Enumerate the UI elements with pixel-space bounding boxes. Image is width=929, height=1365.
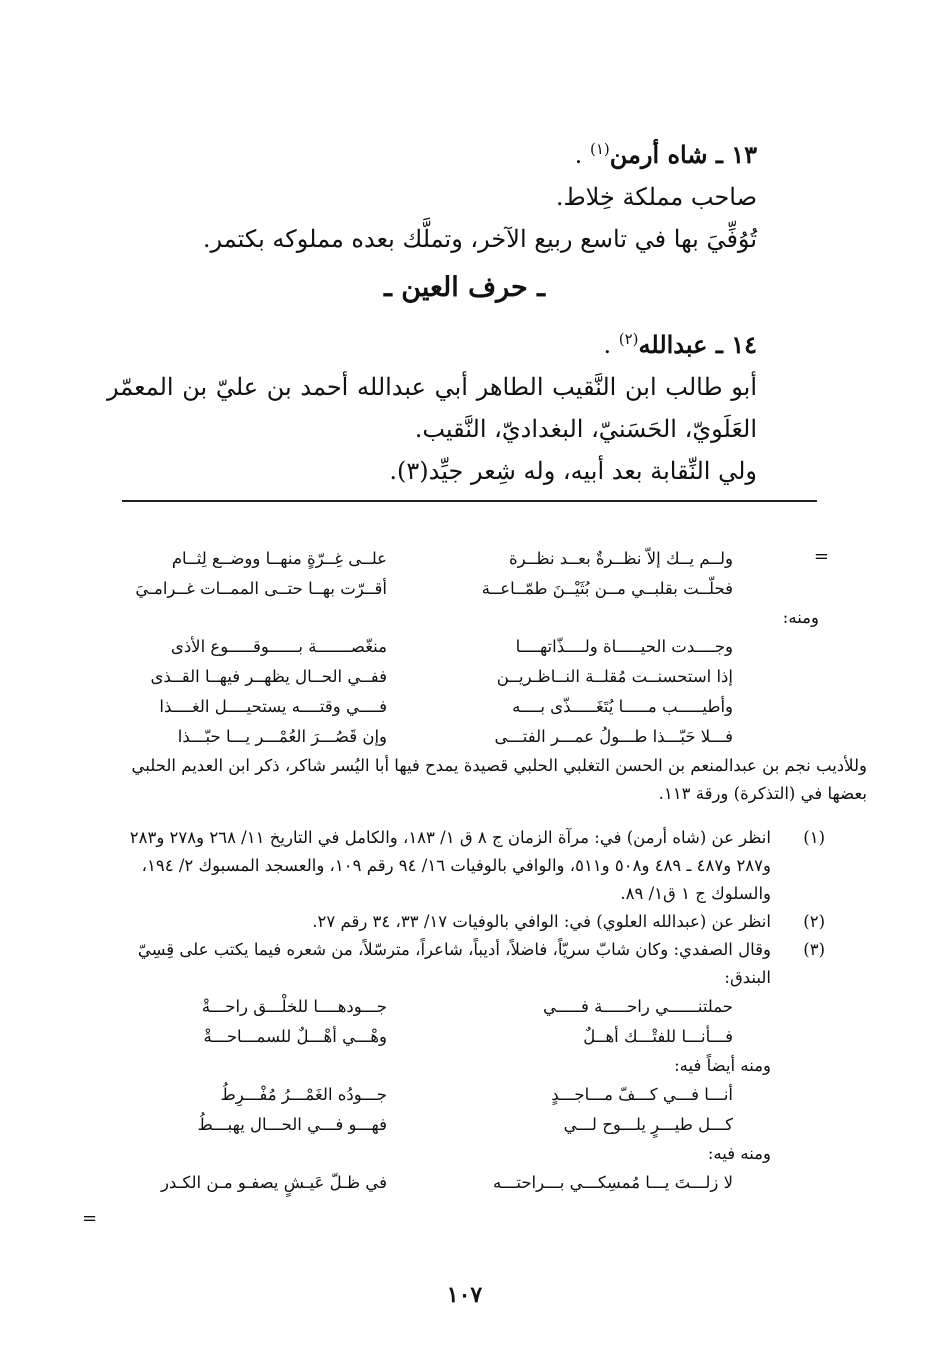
verse-second-hemistich: جـــودهــــا للخلْـــق راحـــةْ [201, 997, 387, 1016]
page-number: ١٠٧ [446, 1282, 483, 1308]
continuation-mark-bottom: = [82, 1208, 98, 1229]
verse-second-hemistich: أقــرّت بهــا حتــى الممــات غــرامـيَ [135, 579, 387, 598]
footnote-3-number: (٣) [803, 940, 825, 959]
verse-second-hemistich: فهـــو فـــي الحـــال يهبـــطُ [197, 1115, 387, 1134]
verse-row [105, 544, 819, 574]
footnote-3-verses [105, 992, 819, 1198]
verse-second-hemistich: فــــي وقتــــه يستحيــــل الغــــذا [159, 697, 387, 716]
verse-first-hemistich: وأطيـــــب مـــــا يُتَغَـــــذّى بــــه [512, 697, 733, 716]
verse-connector: ومنه أيضاً فيه: [674, 1056, 771, 1075]
footnote-1-number: (١) [803, 828, 825, 847]
entry-14-heading [107, 318, 817, 366]
footnote-1-text: انظر عن (شاه أرمن) في: مرآة الزمان ج ٨ ق ١/ ١٨٣، والكامل في التاريخ ١١/ ٢٦٨ و٢٧٨ و٢٨٣ و٢٨٧ و٤٨٧ ـ ٤٨٩ و٥٠٨ و٥١١، والوافي بالوفيات ١٦/ ٩٤ رقم ١٠٩، والعسجد المسبوك ٢/ ١٩٤، والسلوك ج ١ ق١/ ٨٩. [129, 828, 771, 903]
footnote-2-number: (٢) [803, 912, 825, 931]
footnote-3 [105, 936, 825, 992]
entry-13-footnote-ref: (١) [589, 140, 610, 158]
verse-connector: ومنه: [782, 608, 819, 627]
entry-14-line-1: أبو طالب ابن النَّقيب الطاهر أبي عبدالله أحمد بن عليّ بن المعمّر العَلَويّ، الحَسَنيّ، البغداديّ، النَّقيب. [107, 373, 757, 443]
verse-second-hemistich: جـــودُه الغَمْـــرُ مُفْـــرِطُ [220, 1085, 387, 1104]
entry-14-title-dot: . [603, 331, 612, 359]
verse-row [105, 1080, 771, 1110]
entry-13-title: ١٣ ـ شاه أرمن [609, 140, 757, 169]
verse-first-hemistich: إذا استحسنــت مُقلــة النــاظـريــن [496, 667, 733, 686]
verse-second-hemistich: وهْـــي أهْـــلٌ للسمـــاحـــةْ [203, 1027, 387, 1046]
verse-first-hemistich: فـــلا حَبّـــذا طـــولُ عمـــر الفتـــى [494, 727, 733, 746]
verse-first-hemistich: فحلّــت بقلبــي مــن بُثَيْــنَ طمّــاعــة [481, 579, 733, 598]
verse-second-hemistich: وإن قَصُـــرَ العُمْـــر يـــا حبّـــذا [177, 727, 387, 746]
entry-14-title: ١٤ ـ عبدالله [638, 330, 757, 359]
verse-second-hemistich: منغّصـــــــة بــــــوقـــــوع الأذى [170, 637, 387, 656]
footnote-separator [122, 500, 817, 502]
verse-second-hemistich: في ظـلّ عَيـشٍ يصفـو مـن الكـدر [160, 1173, 387, 1192]
footnote-closing-paragraph: وللأديب نجم بن عبدالمنعم بن الحسن التغلبي الحلبي قصيدة يمدح فيها أبا اليُسر شاكر، ذكر ابن العديم الحلبي بعضها في (التذكرة) ورقة ١١٣. [131, 756, 867, 803]
entry-13-heading [97, 128, 757, 176]
footnote-continuation [105, 544, 867, 808]
verse-row [105, 662, 819, 692]
verse-second-hemistich: علــى غِــرّةٍ منهــا ووضــع لِثــام [171, 549, 387, 568]
verse-row [105, 692, 819, 722]
entry-13-line-2: تُوُفِّيَ بها في تاسع ربيع الآخر، وتملَّك بعده مملوكه بكتمر. [202, 225, 757, 253]
continuation-mark-top: = [813, 546, 829, 567]
entry-14-footnote-ref: (٢) [618, 330, 639, 348]
footnotes-list [105, 824, 825, 1198]
verse-row [105, 1110, 771, 1140]
entry-13 [97, 128, 757, 260]
section-heading: ـ حرف العين ـ [383, 272, 546, 303]
verse-first-hemistich: لا زلـــتَ يـــا مُمسِكـــي بـــراحتـــه [493, 1173, 733, 1192]
entry-13-title-dot: . [574, 141, 583, 169]
entry-14-line-2: ولي النِّقابة بعد أبيه، وله شِعر جيِّد(٣). [389, 457, 757, 485]
verse-row [105, 1168, 771, 1198]
verse-connector: ومنه فيه: [707, 1144, 771, 1163]
verse-first-hemistich: فـــأنـــا للفتْـــك أهــلٌ [583, 1027, 733, 1046]
entry-13-line-1: صاحب مملكة خِلاط. [555, 183, 757, 211]
verse-first-hemistich: كـــل طيـــرٍ يلـــوح لـــي [563, 1115, 733, 1134]
verse-first-hemistich: وجــــدت الحيـــــاة ولــــذّاتهــــا [515, 637, 733, 656]
footnote-3-text: وقال الصفدي: وكان شابّ سريّاً، فاضلاً، أديباً، شاعراً، مترسّلاً، من شعره فيما يكتب على قِسِيّ البندق: [137, 940, 771, 987]
entry-14 [107, 318, 817, 492]
verse-row [105, 632, 819, 662]
footnote-2-text: انظر عن (عبدالله العلوي) في: الوافي بالوفيات ١٧/ ٣٣، ٣٤ رقم ٢٧. [312, 912, 771, 931]
verse-row [105, 574, 819, 604]
verse-second-hemistich: ففــي الحــال يظهــر فيهــا القــذى [150, 667, 387, 686]
verse-first-hemistich: حملتنــــــي راحـــــة فـــــي [543, 997, 733, 1016]
verse-row [105, 992, 771, 1022]
footnote-2 [105, 908, 825, 936]
footnote-1 [105, 824, 825, 908]
verse-row [105, 722, 819, 752]
verse-row [105, 1022, 771, 1052]
verse-first-hemistich: ولــم يــك إلاّ نظــرةٌ بعــد نظــرة [509, 549, 733, 568]
verse-first-hemistich: أنـــا فـــي كـــفّ مـــاجـــدٍ [551, 1085, 733, 1104]
